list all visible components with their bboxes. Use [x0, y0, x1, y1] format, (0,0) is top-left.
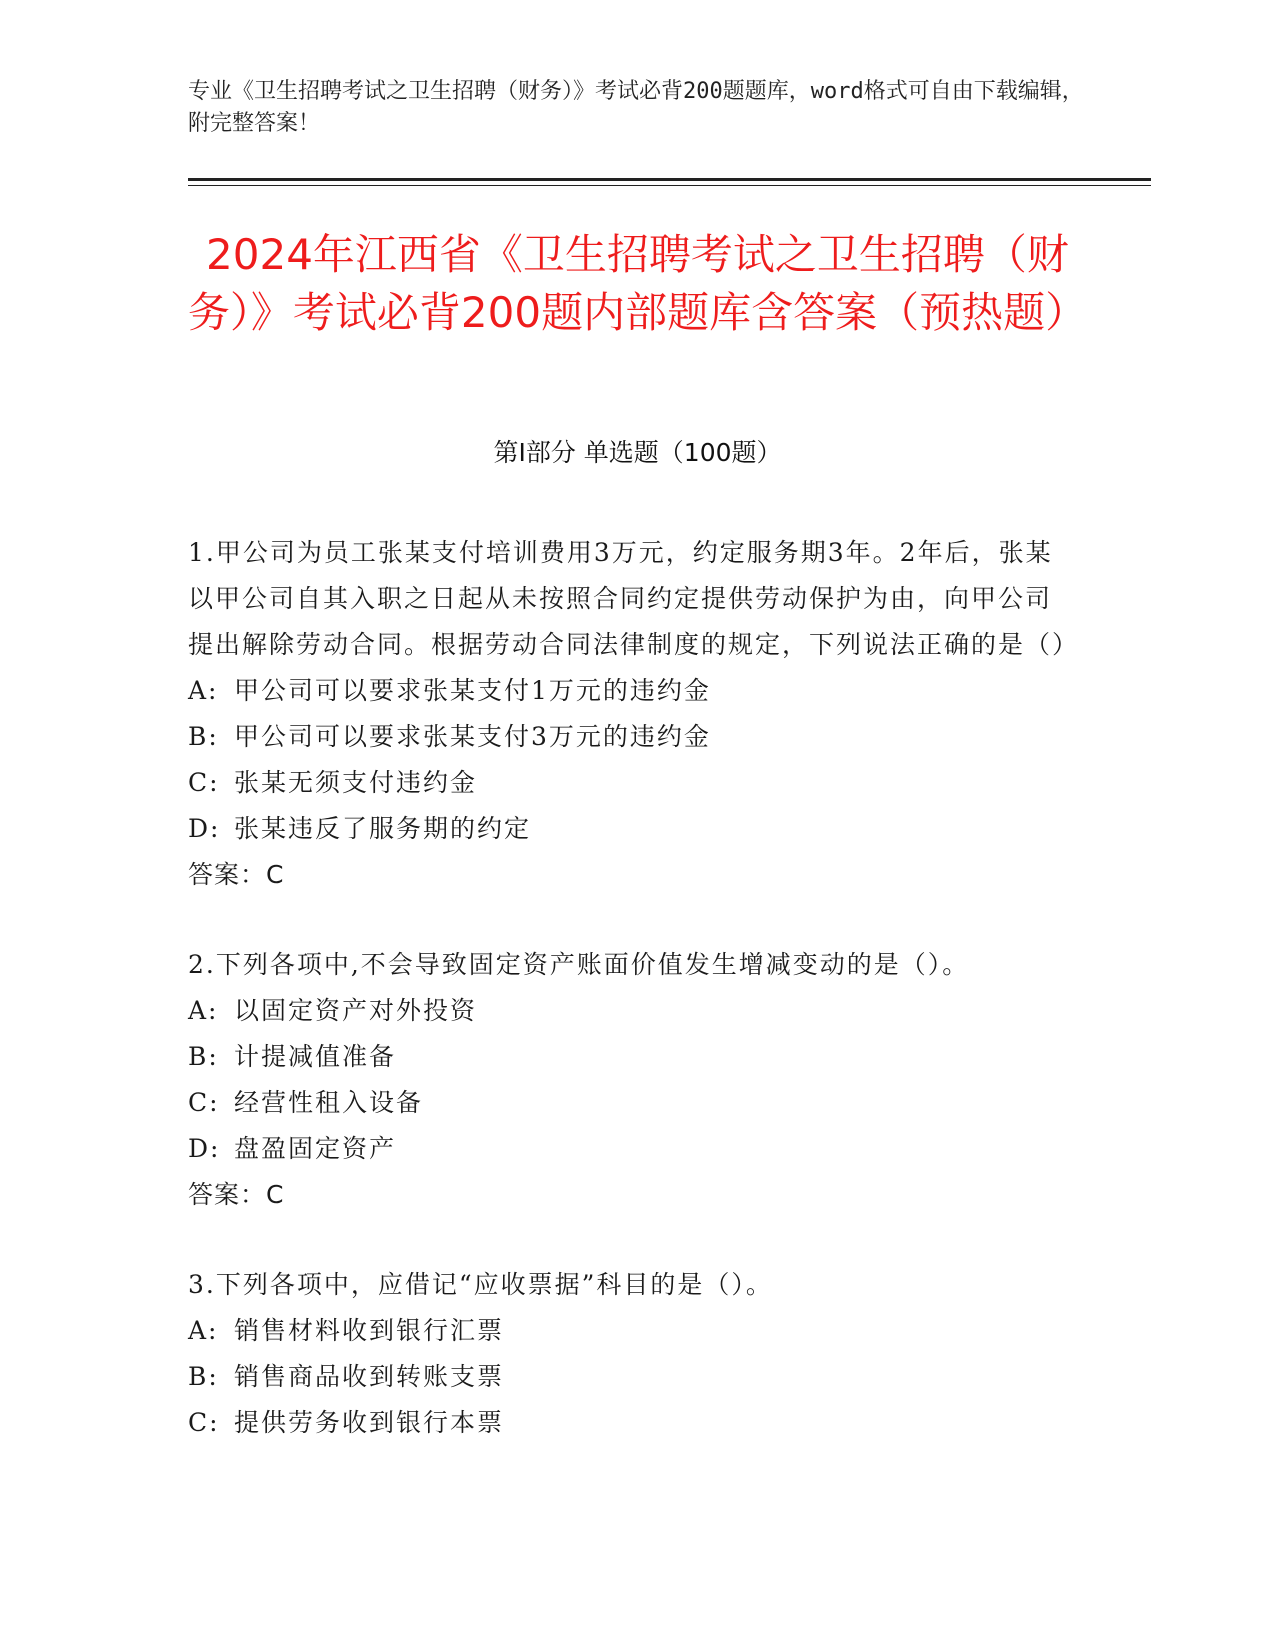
option-letter: C: [188, 768, 220, 797]
document-title: 2024年江西省《卫生招聘考试之卫生招聘（财务）》考试必背200题内部题库含答案（预热题） [187, 230, 1088, 337]
option-letter: A: [188, 996, 219, 1025]
option-letter: D: [188, 814, 221, 843]
option-text: 销售材料收到银行汇票 [234, 1316, 505, 1345]
question-list [188, 530, 1080, 1490]
header-divider-thick [188, 178, 1151, 181]
option-a [188, 1308, 1068, 1354]
question-1 [188, 530, 1080, 898]
option-d [188, 806, 1068, 852]
option-b [188, 1034, 1068, 1080]
option-text: 甲公司可以要求张某支付1万元的违约金 [234, 676, 711, 705]
option-text: 盘盈固定资产 [234, 1134, 397, 1163]
option-text: 销售商品收到转账支票 [234, 1362, 505, 1391]
option-c [188, 760, 1068, 806]
option-a [188, 668, 1068, 714]
header-divider-thin [188, 185, 1151, 186]
option-letter: B: [188, 1362, 219, 1391]
question-3 [188, 1262, 1068, 1446]
option-letter: B: [188, 722, 219, 751]
option-letter: A: [188, 1316, 219, 1345]
option-c [188, 1080, 1068, 1126]
answer-line: 答案：C [188, 1180, 285, 1209]
option-letter: B: [188, 1042, 219, 1071]
option-letter: D: [188, 1134, 221, 1163]
option-letter: A: [188, 676, 219, 705]
question-stem: 3.下列各项中，应借记“应收票据”科目的是（）。 [188, 1270, 773, 1299]
option-text: 张某违反了服务期的约定 [234, 814, 532, 843]
option-a [188, 988, 1068, 1034]
option-text: 张某无须支付违约金 [234, 768, 478, 797]
option-letter: C: [188, 1408, 220, 1437]
option-text: 计提减值准备 [234, 1042, 397, 1071]
option-text: 以固定资产对外投资 [234, 996, 478, 1025]
question-stem: 2.下列各项中,不会导致固定资产账面价值发生增减变动的是（）。 [188, 950, 970, 979]
option-d [188, 1126, 1068, 1172]
option-text: 提供劳务收到银行本票 [234, 1408, 505, 1437]
option-b [188, 1354, 1068, 1400]
option-letter: C: [188, 1088, 220, 1117]
question-2 [188, 942, 1068, 1218]
header-note: 专业《卫生招聘考试之卫生招聘（财务）》考试必背200题题库，word格式可自由下载编辑，附完整答案！ [188, 79, 1084, 136]
option-text: 甲公司可以要求张某支付3万元的违约金 [234, 722, 711, 751]
question-stem: 1.甲公司为员工张某支付培训费用3万元，约定服务期3年。2年后，张某以甲公司自其入职之日起从未按照合同约定提供劳动保护为由，向甲公司提出解除劳动合同。根据劳动合同法律制度的规定，下列说法正确的是（） [188, 538, 1080, 659]
section-heading: 第Ⅰ部分 单选题（100题） [493, 438, 782, 467]
answer-line: 答案：C [188, 860, 285, 889]
option-text: 经营性租入设备 [234, 1088, 424, 1117]
option-c [188, 1400, 1068, 1446]
option-b [188, 714, 1068, 760]
